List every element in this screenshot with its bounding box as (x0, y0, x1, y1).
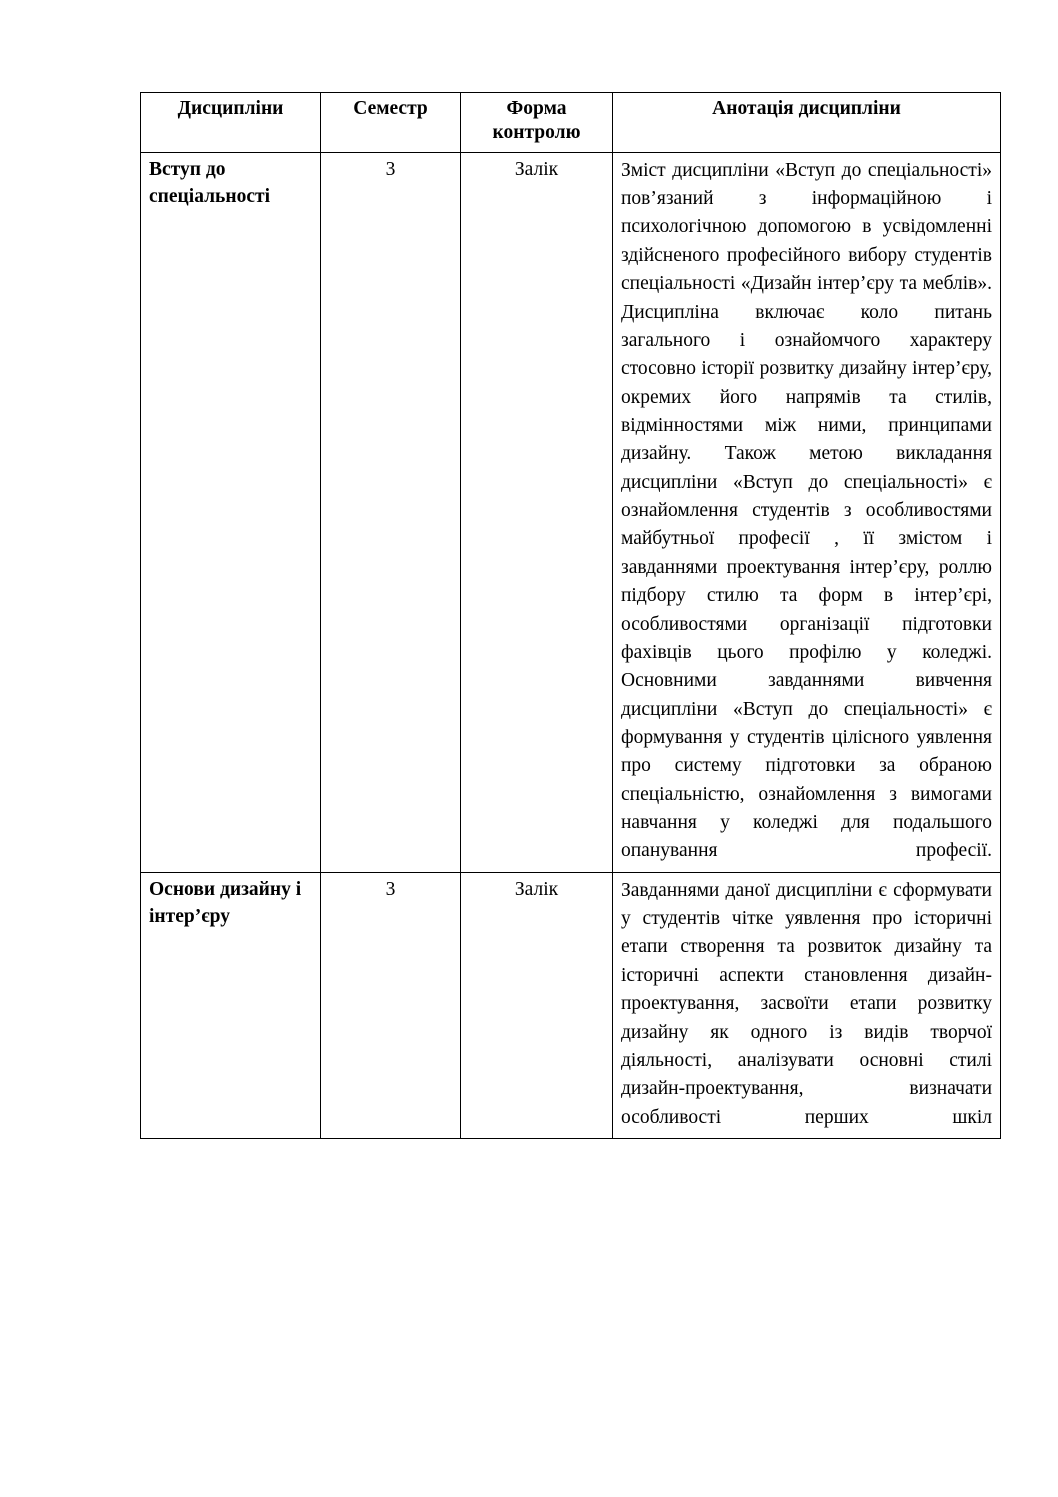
column-header-control-form: Форма контролю (461, 93, 613, 153)
cell-control-form: Залік (461, 152, 613, 872)
cell-semester: 3 (321, 872, 461, 1138)
cell-discipline: Вступ до спеціальності (141, 152, 321, 872)
table-header (141, 93, 1001, 153)
table-row (141, 872, 1001, 1138)
table-row (141, 152, 1001, 872)
cell-control-form: Залік (461, 872, 613, 1138)
column-header-discipline: Дисципліни (141, 93, 321, 153)
cell-discipline: Основи дизайну і інтер’єру (141, 872, 321, 1138)
column-header-annotation: Анотація дисципліни (613, 93, 1001, 153)
column-header-semester: Семестр (321, 93, 461, 153)
curriculum-table (140, 92, 1001, 1139)
cell-semester: 3 (321, 152, 461, 872)
table-body (141, 152, 1001, 1138)
cell-annotation: Зміст дисципліни «Вступ до спеціальності» пов’язаний з інформаційною і психологічною допомогою в усвідомленні здійсненого професійного вибору студентів спеціальності «Дизайн інтер’єру та меблів». Дисципліна включає коло питань загального і ознайомчого характеру стосовно історії розвитку дизайну інтер’єру, окремих його напрямів та стилів, відмінностями між ними, принципами дизайну. Також метою викладання дисципліни «Вступ до спеціальності» є ознайомлення студентів з особливостями майбутньої професії , її змістом і завданнями проектування інтер’єру, роллю підбору стилю та форм в інтер’єрі, особливостями організації підготовки фахівців цього профілю у коледжі. Основними завданнями вивчення дисципліни «Вступ до спеціальності» є формування у студентів цілісного уявлення про систему підготовки за обраною спеціальністю, ознайомлення з вимогами навчання у коледжі для подальшого опанування професії. (613, 152, 1001, 872)
cell-annotation: Завданнями даної дисципліни є сформувати у студентів чітке уявлення про історичні етапи створення та розвиток дизайну та історичні аспекти становлення дизайн-проектування, засвоїти етапи розвитку дизайну як одного із видів творчої діяльності, аналізувати основні стилі дизайн-проектування, визначати особливості перших шкіл (613, 872, 1001, 1138)
table-header-row (141, 93, 1001, 153)
